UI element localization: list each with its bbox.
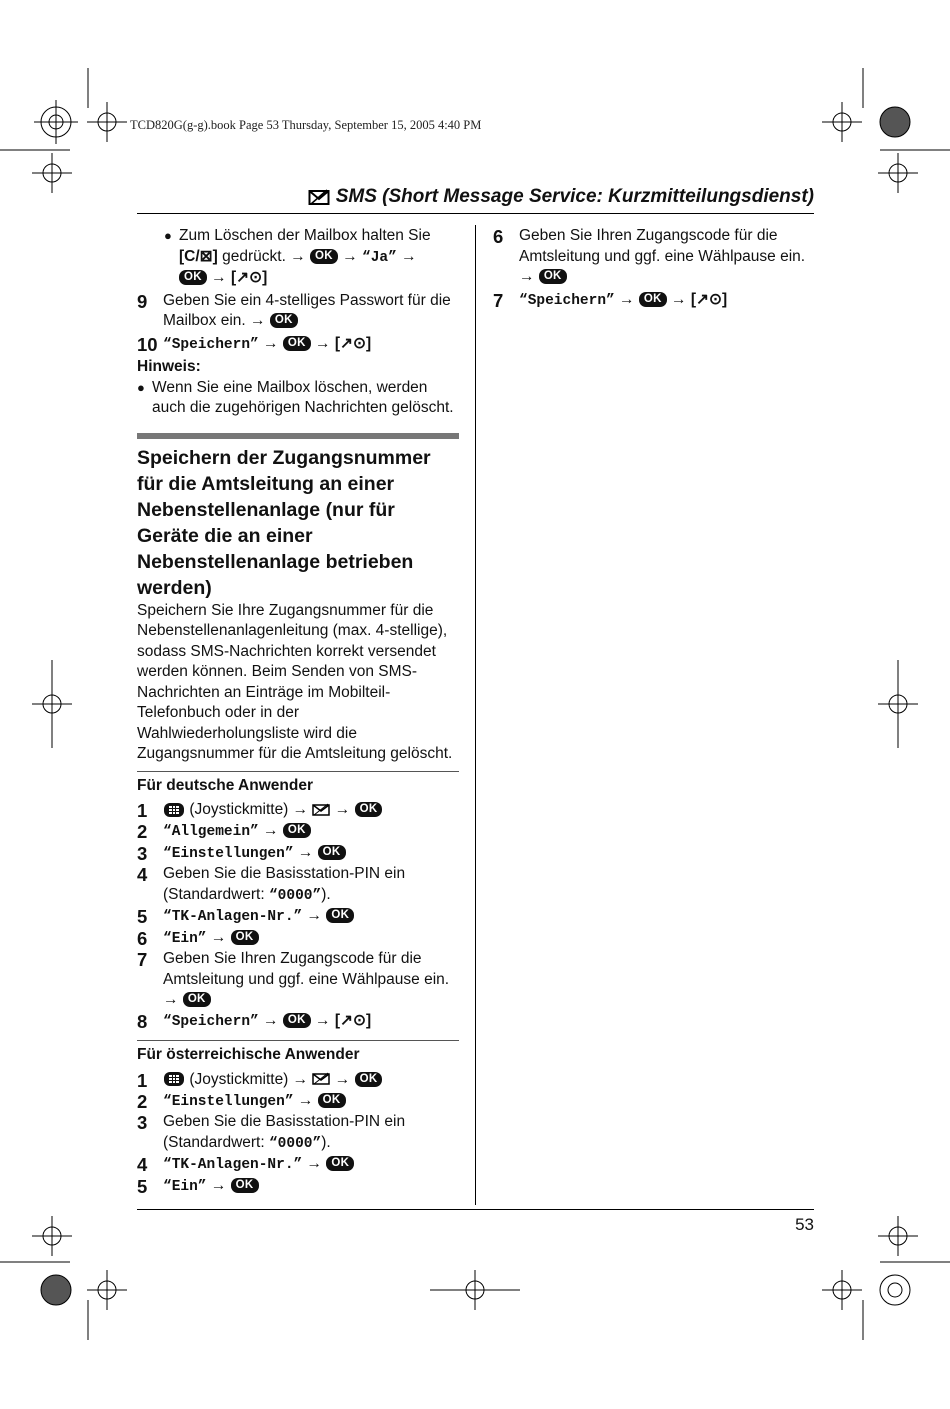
menu-item: “TK-Anlagen-Nr.” [163,1157,303,1173]
ok-key: OK [231,930,259,945]
ok-key: OK [183,992,211,1007]
right-step-6 [493,226,815,288]
arrow: → [211,269,227,286]
arrow: → [334,1070,351,1088]
de-step-3 [137,843,459,865]
menu-item: “Speichern” [163,1013,259,1030]
menu-item: “Ein” [163,1178,207,1195]
arrow: → [342,247,358,265]
arrow: → [210,1176,227,1194]
arrow: → [250,312,266,329]
ok-key: OK [310,249,338,264]
step-number: 4 [137,864,148,885]
step-number: 1 [137,800,148,821]
subsection-heading-at: Für österreichische Anwender [137,1046,360,1063]
arrow: → [297,843,314,861]
at-step-1 [137,1070,459,1091]
arrow: → [263,1011,279,1029]
ok-key: OK [639,292,667,307]
menu-item: “Allgemein” [163,824,259,840]
step-number: 7 [137,949,148,970]
ok-key: OK [318,1093,346,1108]
note-text: Wenn Sie eine Mailbox löschen, werden auch die zugehörigen Nachrichten gelöscht. [152,378,454,416]
pin-code: “0000” [268,887,322,904]
arrow: → [671,290,687,308]
note-heading: Hinweis: [137,358,201,375]
step-number: 8 [137,1010,148,1032]
step-number: 7 [493,289,504,311]
arrow: → [619,290,635,308]
arrow: → [519,268,535,285]
step-text: Geben Sie ein 4-stelliges Passwort für die Mailbox ein. [163,291,451,329]
arrow: → [401,247,417,265]
menu-item: “Einstellungen” [163,845,294,862]
step-number: 6 [493,226,504,247]
ok-key: OK [270,313,298,328]
menu-item: “Ein” [163,930,207,947]
envelope-icon [308,188,330,206]
text: Zum Löschen der Mailbox halten Sie [179,227,431,244]
bullet-dot: ● [164,228,172,243]
step-9 [137,291,459,332]
step-number: 3 [137,842,148,864]
step-number: 5 [137,1175,148,1197]
de-step-7 [137,949,459,1011]
step-number: 5 [137,906,148,927]
step-number: 10 [137,333,158,355]
at-step-5 [137,1176,459,1198]
step-number: 6 [137,927,148,949]
ok-key: OK [283,1013,311,1028]
de-step-1 [137,800,459,821]
step-text: Geben Sie die Basisstation-PIN ein (Standardwert: [163,865,406,903]
step-number: 3 [137,1112,148,1133]
right-step-7 [493,290,815,312]
step-number: 1 [137,1069,148,1091]
menu-key-icon [163,1071,185,1087]
arrow: → [315,334,331,352]
de-step-4 [137,864,459,906]
de-step-8 [137,1011,459,1033]
subsection-rule [137,1040,459,1041]
at-step-4 [137,1154,459,1176]
arrow: → [292,1070,309,1088]
arrow: → [306,1155,323,1172]
arrow: → [290,247,306,265]
ok-key: OK [318,845,346,860]
bullet-delete-mailbox [137,226,459,289]
step-10 [137,334,459,356]
page-number: 53 [795,1215,814,1234]
step-text: (Joystickmitte) [189,1070,289,1088]
arrow: → [315,1011,331,1029]
ok-key: OK [283,823,311,838]
arrow: → [292,801,309,818]
off-key: [↗⊙] [334,334,372,352]
note-bullet [137,378,459,419]
ok-key: OK [355,1072,383,1087]
subsection-heading-de: Für deutsche Anwender [137,776,313,794]
right-column [493,226,815,311]
header-rule [137,213,814,214]
arrow: → [210,928,227,946]
step-text: ). [321,885,331,903]
step-number: 2 [137,1090,148,1112]
left-column [137,226,459,1197]
section-intro: Speichern Sie Ihre Zugangsnummer für die Nebenstellenanlagenleitung (max. 4-stellige), sodass SMS-Nachrichten korrekt versendet werden können. Beim Senden von SMS-Nachrichten an Einträge im Mobilteil-Telefonbuch oder in der Wahlwiederholungsliste wird die Zugangsnummer für die Amtsleitung gelöscht. [137,601,453,762]
arrow: → [263,334,279,352]
step-text: Geben Sie Ihren Zugangscode für die Amtsleitung und ggf. eine Wählpause ein. [519,227,806,265]
de-step-2 [137,821,459,843]
de-step-5 [137,906,459,928]
page-title: SMS (Short Message Service: Kurzmitteilungsdienst) [335,186,814,207]
subsection-rule [137,771,459,772]
envelope-icon [312,803,330,817]
arrow: → [306,907,323,924]
ok-key: OK [539,269,567,284]
envelope-icon [312,1072,330,1086]
page-header [308,186,814,208]
arrow: → [334,801,351,818]
ok-key: OK [283,336,311,351]
step-text: Geben Sie die Basisstation-PIN ein (Standardwert: [163,1113,406,1151]
menu-item: “TK-Anlagen-Nr.” [163,909,303,925]
step-text: ). [321,1133,331,1151]
menu-key-icon [163,802,185,818]
footer-rule [137,1209,814,1210]
menu-item: “Speichern” [519,292,615,309]
ok-key: OK [355,802,383,817]
off-key: [↗⊙] [334,1011,372,1029]
ok-key: OK [179,270,207,285]
off-key: [↗⊙] [690,290,728,308]
at-step-2 [137,1091,459,1113]
step-text: (Joystickmitte) [189,801,289,818]
ok-key: OK [326,1156,354,1171]
arrow: → [163,991,179,1008]
book-meta: TCD820G(g-g).book Page 53 Thursday, September 15, 2005 4:40 PM [130,118,482,132]
section-bar [137,433,459,439]
step-number: 4 [137,1154,148,1175]
text: gedrückt. [222,247,286,265]
step-number: 9 [137,290,148,312]
bullet-dot: ● [137,379,145,395]
off-key: [↗⊙] [230,269,268,286]
section-title: Speichern der Zugangsnummer für die Amtsleitung an einer Nebenstellenanlage (nur für Geräte die an einer Nebenstellenanlage betrieben werden) [137,446,431,599]
arrow: → [297,1091,314,1109]
arrow: → [263,822,279,839]
ok-key: OK [231,1178,259,1193]
pin-code: “0000” [268,1135,322,1152]
de-step-6 [137,928,459,950]
at-step-3 [137,1112,459,1154]
step-text: Geben Sie Ihren Zugangscode für die Amtsleitung und ggf. eine Wählpause ein. [163,950,450,988]
clear-key: [C/⊠] [179,247,218,265]
column-divider [475,225,476,1205]
step-number: 2 [137,821,148,842]
menu-item: “Einstellungen” [163,1093,294,1110]
menu-ja: “Ja” [362,249,397,266]
menu-item: “Speichern” [163,336,259,353]
ok-key: OK [326,908,354,923]
